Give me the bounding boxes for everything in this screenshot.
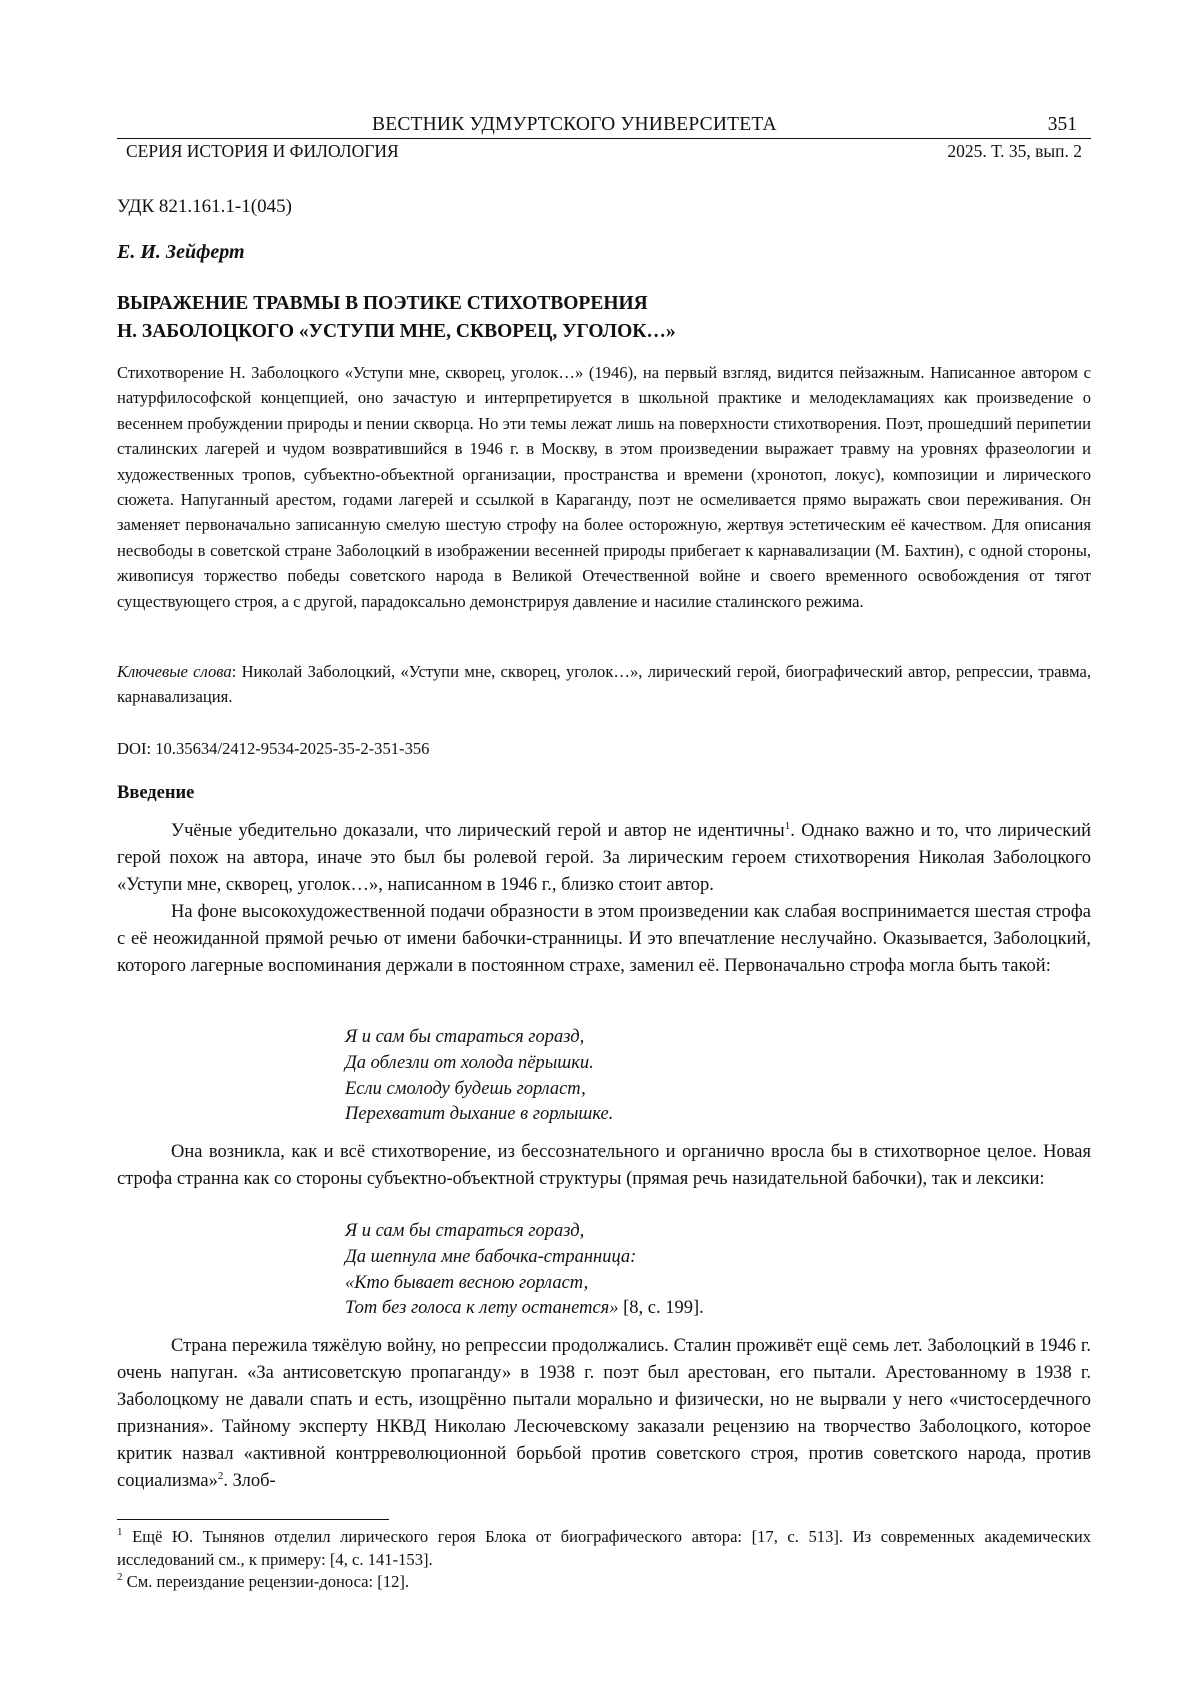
verse-citation: [8, с. 199]. xyxy=(618,1298,704,1319)
verse-line: Да облезли от холода пёрышки. xyxy=(345,1052,594,1073)
footnote-2: $^2$ См. переиздание рецензии-доноса: [12]. xyxy=(117,1571,410,1591)
footnote-1: $^1$ Ещё Ю. Тынянов отделил лирического героя Блока от биографического автора: [17, с. 513]. Из современных академических исследований см., к примеру: [4, с. 141-153]. xyxy=(117,1526,1091,1569)
footnote-rule xyxy=(117,1519,389,1520)
verse-original-stanza xyxy=(345,1025,613,1128)
article-title-line-1: ВЫРАЖЕНИЕ ТРАВМЫ В ПОЭТИКЕ СТИХОТВОРЕНИЯ xyxy=(117,293,648,314)
verse-new-stanza xyxy=(345,1219,704,1322)
body-block-1 xyxy=(117,818,1091,981)
journal-title: ВЕСТНИК УДМУРТСКОГО УНИВЕРСИТЕТА xyxy=(372,114,777,135)
keywords-label: Ключевые слова xyxy=(117,662,232,681)
abstract: Стихотворение Н. Заболоцкого «Уступи мне, скворец, уголок…» (1946), на первый взгляд, видится пейзажным. Написанное автором с натурфилософской концепцией, оно зачастую и интерпретируется в школьной практике и мелодекламациях как произведение о весеннем пробуждении природы и пении скворца. Но эти темы лежат лишь на поверхности стихотворения. Поэт, прошедший перипетии сталинских лагерей и чудом возвратившийся в 1946 г. в Москву, в этом произведении выражает травму на уровнях фразеологии и художественных тропов, субъектно-объектной организации, пространства и времени (хронотоп, локус), композиции и лирического сюжета. Напуганный арестом, годами лагерей и ссылкой в Караганду, поэт не осмеливается прямо выражать свои переживания. Он заменяет первоначально записанную смелую шестую строфу на более осторожную, жертвуя эстетическим её качеством. Для описания несвободы в советской стране Заболоцкий в изображении весенней природы прибегает к карнавализации (М. Бахтин), с одной стороны, живописуя торжество победы советского народа в Великой Отечественной войне и своего временного освобождения от тягот существующего строя, а с другой, парадоксально демонстрируя давление и насилие сталинского режима. xyxy=(117,363,1091,611)
keywords xyxy=(117,659,1091,710)
running-head-bottom xyxy=(117,139,1091,165)
verse-line: Я и сам бы стараться горазд, xyxy=(345,1027,585,1047)
doi: DOI: 10.35634/2412-9534-2025-35-2-351-356 xyxy=(117,739,430,758)
paragraph: На фоне высокохудожественной подачи образности в этом произведении как слабая воспринимается шестая строфа с её неожиданной прямой речью от имени бабочки-странницы. И это впечатление неслучайно. Оказывается, Заболоцкий, которого лагерные воспоминания держали в постоянном страхе, заменил её. Первоначально строфа могла быть такой: xyxy=(117,902,1091,977)
verse-line: «Кто бывает весною горласт, xyxy=(345,1272,589,1293)
article-title xyxy=(117,290,676,346)
paragraph: Учёные убедительно доказали, что лирический герой и автор не идентичны$^1$. Однако важно и то, что лирический герой похож на автора, иначе это был бы ролевой герой. За лирическим героем стихотворения Николая Заболоцкого «Уступи мне, скворец, уголок…», написанном в 1946 г., близко стоит автор. xyxy=(117,820,1092,896)
issue-info: 2025. Т. 35, вып. 2 xyxy=(947,141,1082,161)
keywords-text: : Николай Заболоцкий, «Уступи мне, скворец, уголок…», лирический герой, биографический автор, репрессии, травма, карнавализация. xyxy=(117,662,1091,707)
verse-line: Если смолоду будешь горласт, xyxy=(345,1078,586,1099)
section-heading: Введение xyxy=(117,783,195,803)
verse-line-last: Тот без голоса к лету останется» [8, с. 199]. xyxy=(345,1298,704,1319)
footnotes xyxy=(117,1526,1091,1594)
paragraph: Страна пережила тяжёлую войну, но репрессии продолжались. Сталин проживёт ещё семь лет. Заболоцкий в 1946 г. очень напуган. «За антисоветскую пропаганду» в 1938 г. поэт был арестован, его пытали. Арестованному в 1938 г. Заболоцкому не давали спать и есть, изощрённо пытали морально и физически, но не вырвали у него «чистосердечного признания». Тайному эксперту НКВД Николаю Лесючевскому заказали рецензию на творчество Заболоцкого, которое критик назвал «активной контрреволюционной борьбой против советского строя, против советского народа, против социализма»$^2$. Злоб- xyxy=(117,1336,1091,1492)
udk-code: УДК 821.161.1-1(045) xyxy=(117,196,292,217)
body-block-2 xyxy=(117,1139,1091,1193)
series-title: СЕРИЯ ИСТОРИЯ И ФИЛОЛОГИЯ xyxy=(126,141,399,161)
footnote-ref: 1 xyxy=(784,820,791,832)
verse-line: Да шепнула мне бабочка-странница: xyxy=(345,1246,637,1267)
footnote-ref: 2 xyxy=(217,1470,224,1483)
body-block-3 xyxy=(117,1333,1091,1496)
paragraph: Она возникла, как и всё стихотворение, из бессознательного и органично вросла бы в стихотворное целое. Новая строфа странна как со стороны субъектно-объектной структуры (прямая речь назидательной бабочки), так и лексики: xyxy=(117,1142,1091,1190)
verse-line: Я и сам бы стараться горазд, xyxy=(345,1221,585,1241)
running-head-top xyxy=(117,110,1091,138)
verse-line: Перехватит дыхание в горлышке. xyxy=(345,1104,614,1125)
author-name: Е. И. Зейферт xyxy=(117,241,245,263)
page xyxy=(117,110,1092,1591)
article-title-line-2: Н. ЗАБОЛОЦКОГО «УСТУПИ МНЕ, СКВОРЕЦ, УГОЛОК…» xyxy=(117,321,676,342)
page-number: 351 xyxy=(1047,114,1077,135)
